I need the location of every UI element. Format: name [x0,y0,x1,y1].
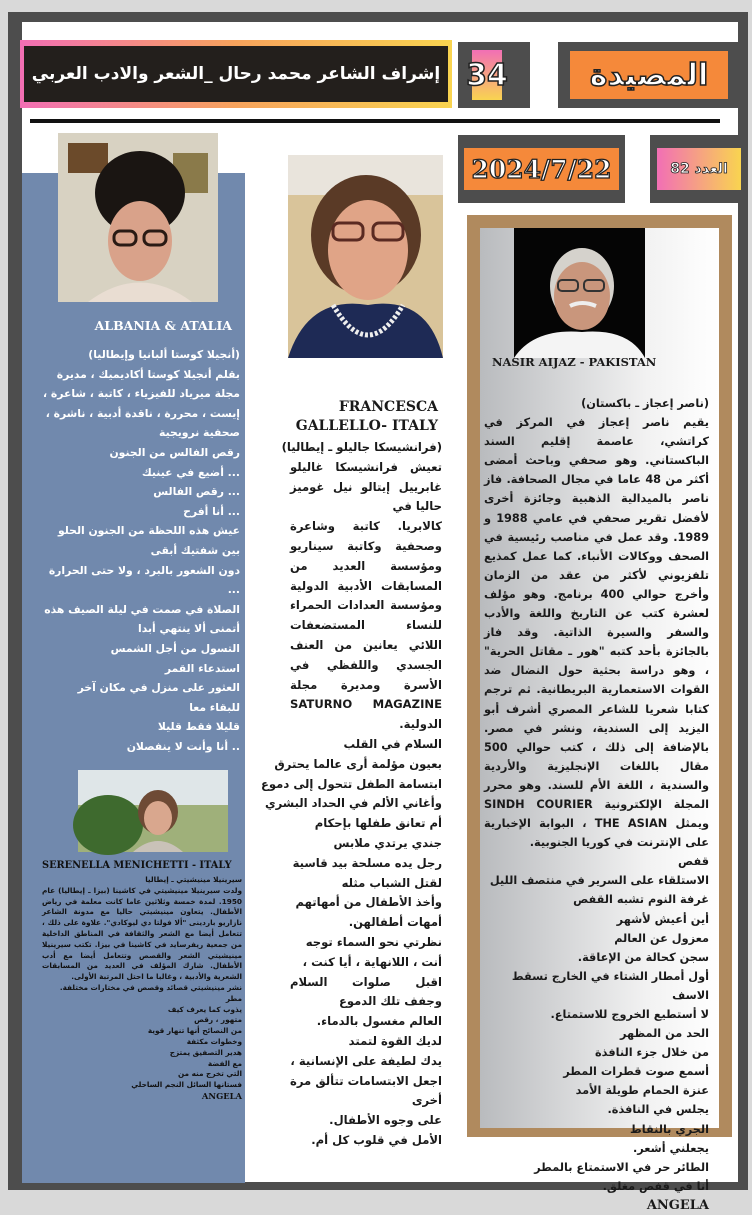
text-paragraph: ولدت سيرينيلا مينيشيتي في كاشينا (بيزا ـ إيطاليا) عام 1950. لمدة خمسة وثلاثين عاما كانت معلمة في رياض الأطفال. يتعاون مينيشيتي حاليا مع مدونة الشاعر نازاريو باردينى "ألا فولتا دي ليوكادي". علاوة على ذلك ، تتعامل أيضا مع الشعر والثقافة في المناطق الداخلية من جمعية ريفرسايد في كاشينا في بيزا. تكتب سيرينيلا مينيشيتي الشعر والقصص وتتعامل أيضا مع أدب الأطفال. شارك المؤلف في العديد من المسابقات الشعرية والأدبية ، وغالبا ما احتل المرتبة الأولى. [42,885,242,982]
text-line: لا أستطيع الخروج للاستمتاع. [550,1008,709,1021]
text-line: نشر مينيشيتي قصائد وقصص في مختارات مختلفة. [59,982,242,992]
signature: ANGELA [646,1197,709,1213]
text-paragraph: اجعل الابتسامات تتألق مرة أخرى [290,1073,442,1108]
text-line: دون الشعور بالبرد ، ولا حتى الحرارة [48,563,240,577]
text-line: ابتسامة الطفل تتحول إلى دموع [260,776,442,791]
text-line: مع الفضة [207,1058,242,1068]
angela-name: ALBANIA & ATALIA [94,318,232,333]
text-line: لقتل الشباب مثله [341,875,442,890]
text-line: التي تخرج منه من [177,1069,242,1079]
supervision-text: إشراف الشاعر محمد رحال _الشعر والادب العربي [24,46,448,102]
text-line: أين أعيش لأشهر [616,912,709,926]
date-box [458,135,625,203]
text-line: الأمل في قلوب كل أم. [311,1132,442,1147]
text-paragraph: يقيم ناصر إعجاز في المركز في كراتشي، عاصمة إقليم السند الباكستاني. وهو صحفي وباحث أمضى أكثر من 48 عاما في مجال الصحافة. فاز ناصر بالميدالية الذهبية وجائزة أخرى لأفضل تقرير صحفي في عامي 1988 و 1989. وقد عمل في مناصب رئيسية في الصحف ووكالات الأنباء. كما عمل كمذيع تلفزيوني لأكثر من عقد من الزمان وأخرج حوالي 400 برنامج. وهو مؤلف لعشرة كتب عن التاريخ واللغة والأدب والسفر والسيرة الذاتية. وقد فاز بالجائزة بأحد كتبه "هور ـ مقاتل الحرية" ، وهو دراسة بحثية حول النضال ضد القوات الاستعمارية البريطانية. ثم ترجم كتابا شعريا للشاعر المصري أشرف أبو اليزيد إلى السندية، ونشر في مصر. بالإضافة إلى ذلك ، كتب حوالي 500 مقال باللغات الإنجليزية والأردية والسندية ، اللغة الأم للسند. وهو محرر المجلة الإلكترونية SINDH COURIER ويمثل THE ASIAN ، البوابة الإخبارية على الإنترنت في كوريا الجنوبية. [484,416,710,850]
francesca-photo [288,155,443,358]
text-line: بعيون مؤلمة أرى عالما يحترق [274,756,442,771]
serenella-text [42,875,242,1102]
angela-costa-photo [58,133,218,302]
text-line: (أنجيلا كوستا ألبانيا وإيطاليا) [88,348,240,361]
issue-date: 2024/7/22 [464,148,619,190]
text-line: رقص الفالس من الجنون [109,445,240,459]
text-line: معزول عن العالم [614,931,709,945]
issue-number: العدد 82 [657,148,741,190]
angela-text [40,345,240,756]
text-line: إيست ، محررة ، ناقدة أدبية ، ناشرة ، [45,406,240,420]
text-line: بين شفتيك أبقى [150,543,240,557]
text-line: للبقاء معا [189,700,240,714]
text-line: من خلال جزء النافذة [595,1046,709,1060]
text-line: التسول من أجل الشمس [110,641,240,655]
supervision-banner [20,40,452,108]
text-line: العثور على منزل في مكان آخر [77,681,240,695]
text-line: عنزة الحمام طويلة الأمد [575,1084,709,1098]
text-line: وأغاني الألم في الحداد البشري [264,796,442,811]
text-line: نظرتي نحو السماء توجه [305,934,442,949]
magazine-title: المصيدة [570,51,728,99]
text-line: ... أضيع في عينيك [141,465,240,479]
text-line: استدعاء القمر [164,661,240,675]
text-line: .. أنا وأنت لا ينفصلان [126,739,240,753]
text-line: متهور ، رقص [194,1015,242,1025]
text-line: أسمع صوت قطرات المطر [563,1065,709,1079]
nasir-aijaz-text [484,394,709,1215]
text-line: قفص [678,855,709,869]
magazine-title-box [558,42,748,108]
francesca-name: FRANCESCA GALLELLO- ITALY [295,399,438,434]
text-line: يدك لطيفة على الإنسانية ، [290,1053,442,1068]
text-line: هدير التصفيق يمتزج [169,1047,242,1057]
text-line: أنت ، اللانهاية ، أيا كنت ، [302,954,442,969]
text-line: بقلم أنجيلا كوستا أكاديميك ، مديرة [56,367,240,381]
text-line: ... [227,583,240,597]
text-line: وأخذ الأطفال من أمهاتهم [295,895,442,910]
text-line: (ناصر إعجاز ـ باكستان) [581,397,709,410]
text-line: الجري بالنقاط [629,1122,709,1136]
text-paragraph: كالابريا. كاتبة وشاعرة وصحفية وكاتبة سيناريو ومؤسسة العديد من المسابقات الأدبية الدولية ومؤسسة العدادات الحمراء للنساء المستضعفات اللائي يعانين من العنف الجسدي واللفظي في الأسرة ومديرة مجلة SATURNO MAGAZINE الدولية. [290,519,442,732]
text-line: سجن كحالة من الإعاقة. [577,950,709,964]
text-line: جندي يرتدي ملابس [333,835,442,850]
text-line: غرفة النوم تشبه القفص [573,893,709,907]
text-line: رجل يده مسلحة بيد قاسية [292,855,442,870]
page-number: 34 [472,50,502,100]
text-line: يجلس في النافذة. [607,1103,709,1117]
text-paragraph: تعيش فرانشيسكا غاليلو غابرييل إيتالو نيل غوميز حاليا في [290,459,442,514]
signature: ANGELA [201,1090,242,1101]
text-line: أم تعانق طفلها بإحكام [314,816,442,831]
text-line: السلام في القلب [343,736,442,751]
text-line: العالم مغسول بالدماء. [316,1014,442,1029]
text-line: الحد من المظهر [620,1027,709,1041]
text-line: ... أنا أفرح [183,504,240,518]
nasir-aijaz-photo [514,228,645,358]
text-line: أول أمطار الشتاء في الخارج تسقط [511,969,709,983]
serenella-name: SERENELLA MENICHETTI - ITALY [42,860,232,871]
text-paragraph: اقبل صلوات السلام وجفف تلك الدموع [290,974,442,1009]
text-line: الاستلقاء على السرير في منتصف الليل [489,874,709,888]
text-line: يجعلني أشعر. [632,1141,709,1155]
text-line: وخطوات مكثفة [186,1036,242,1046]
text-line: على وجوه الأطفال. [329,1113,442,1128]
divider [30,119,720,123]
text-line: من النصائح أنها تنهار قوية [147,1026,242,1036]
text-line: لديك القوة لتمتد [348,1033,442,1048]
francesca-text [260,438,442,1151]
text-line: أنا في قفص مغلق. [602,1179,709,1193]
text-line: الطائر حر في الاستمتاع بالمطر [534,1160,709,1174]
text-line: فستانها السائل النجم الساحلي [131,1080,242,1090]
text-line: الاسف [672,988,709,1002]
page-number-box [458,42,530,108]
text-line: مطر [225,993,242,1003]
text-line: أتمنى ألا ينتهي أبدا [138,622,240,636]
text-line: الصلاة في صمت في ليلة الصيف هذه [44,602,240,616]
text-line: أمهات أطفالهن. [348,915,442,930]
text-line: ... رقص الفالس [153,485,240,499]
text-line: سيرينيلا مينيشيتي ـ إيطاليا [145,875,242,884]
text-line: مجلة ميرياد للفيزياء ، كاتبة ، شاعرة ، [43,387,240,401]
serenella-photo [78,770,228,852]
issue-box [650,135,748,203]
text-line: عيش هذه اللحظة من الجنون الحلو [58,524,240,538]
text-line: صحفية نرويجية [159,426,240,440]
text-line: (فرانشيسكا جاليلو ـ إيطاليا) [281,440,442,454]
text-line: قليلا فقط قليلا [157,720,240,734]
text-line: يذوب كما يعرف كيف [167,1004,242,1014]
nasir-aijaz-name: NASIR AIJAZ - PAKISTAN [492,355,657,369]
